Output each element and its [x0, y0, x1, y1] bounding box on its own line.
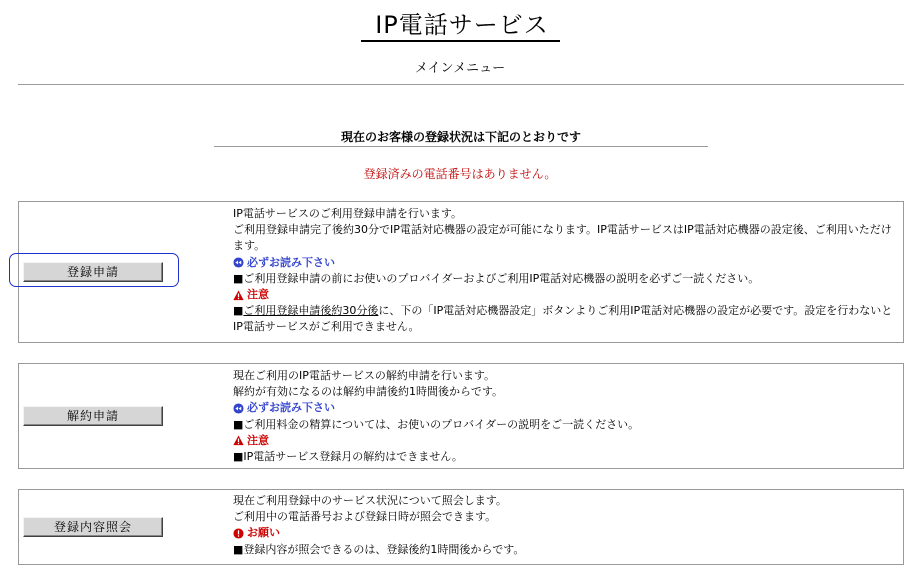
caution-note — [233, 287, 901, 303]
caution-bullet: ■ — [233, 304, 244, 318]
caution-underlined: ご利用登録申請後約30分後 — [243, 304, 379, 318]
must-read-label: 必ずお読み下さい — [247, 401, 335, 415]
request-note — [233, 525, 901, 541]
must-read-text: ■ご利用料金の精算については、お使いのプロバイダーの説明をご一読ください。 — [233, 417, 640, 431]
inquiry-line-2: ご利用中の電話番号および登録日時が照会できます。 — [233, 510, 497, 524]
caution-note — [233, 433, 901, 449]
cancellation-button[interactable]: 解約申請 — [23, 406, 163, 426]
inquiry-description — [233, 493, 901, 558]
title-underline — [361, 40, 560, 42]
cancellation-section — [18, 363, 904, 469]
status-message: 登録済みの電話番号はありません。 — [363, 167, 557, 181]
registration-line-2: ご利用登録申請完了後約30分でIP電話対応機器の設定が可能になります。IP電話サービスはIP電話対応機器の設定後、ご利用いただけます。 — [233, 223, 892, 253]
registration-section — [18, 201, 904, 343]
must-read-text: ■ご利用登録申請の前にお使いのプロバイダーおよびご利用IP電話対応機器の説明を必ずご一読ください。 — [233, 271, 760, 285]
warning-icon — [233, 290, 244, 301]
must-read-note — [233, 255, 901, 271]
inquiry-section — [18, 489, 904, 565]
inquiry-button[interactable]: 登録内容照会 — [23, 517, 163, 537]
arrow-circle-icon — [233, 257, 244, 268]
request-label: お願い — [247, 526, 280, 540]
cancellation-line-2: 解約が有効になるのは解約申請後約1時間後からです。 — [233, 385, 504, 399]
status-heading: 現在のお客様の登録状況は下記のとおりです — [340, 130, 581, 144]
arrow-circle-icon — [233, 403, 244, 414]
header-divider — [18, 84, 904, 85]
registration-button[interactable]: 登録申請 — [23, 262, 163, 282]
inquiry-line-1: 現在ご利用登録中のサービス状況について照会します。 — [233, 494, 507, 507]
caution-rest: に、下の「IP電話対応機器設定」ボタンよりご利用IP電話対応機器の設定が必要です。設定を行わないとIP電話サービスがご利用できません。 — [233, 304, 893, 334]
caution-label: 注意 — [247, 288, 269, 302]
caution-text: ■IP電話サービス登録月の解約はできません。 — [233, 450, 463, 464]
caution-text — [233, 303, 901, 335]
request-text: ■登録内容が照会できるのは、登録後約1時間後からです。 — [233, 542, 525, 556]
registration-description — [233, 206, 901, 336]
cancellation-description — [233, 368, 901, 465]
cancellation-line-1: 現在ご利用のIP電話サービスの解約申請を行います。 — [233, 369, 495, 382]
caution-label: 注意 — [247, 433, 269, 447]
must-read-note — [233, 400, 901, 416]
exclamation-circle-icon — [233, 528, 244, 539]
page-title: IP電話サービス — [375, 11, 549, 39]
page-subtitle: メインメニュー — [414, 61, 506, 76]
warning-icon — [233, 435, 244, 446]
registration-line-1: IP電話サービスのご利用登録申請を行います。 — [233, 207, 462, 220]
status-divider — [214, 146, 708, 147]
must-read-label: 必ずお読み下さい — [247, 255, 335, 269]
